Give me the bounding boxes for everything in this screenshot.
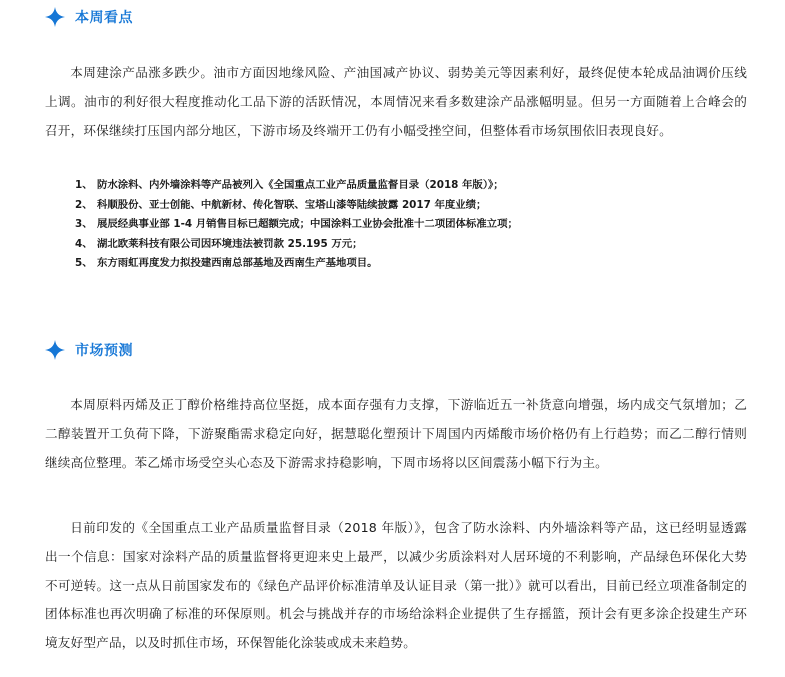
list-item bbox=[75, 215, 518, 235]
list-item bbox=[75, 254, 518, 274]
list-item-text: 科顺股份、亚士创能、中航新材、传化智联、宝塔山漆等陆续披露 2017 年度业绩； bbox=[97, 198, 487, 211]
four-point-star-icon bbox=[45, 340, 65, 360]
list-item bbox=[75, 196, 518, 216]
list-item-text: 展辰经典事业部 1-4 月销售目标已超额完成；中国涂料工业协会批准十二项团体标准立项； bbox=[97, 218, 518, 231]
section-title: 市场预测 bbox=[75, 343, 133, 359]
list-item-number: 1、 bbox=[75, 179, 93, 191]
list-item-number: 5、 bbox=[75, 257, 93, 270]
section-title: 本周看点 bbox=[75, 10, 133, 26]
list-item-number: 4、 bbox=[75, 237, 93, 250]
list-item bbox=[75, 176, 518, 196]
paragraph-weekly-summary: 本周建涂产品涨多跌少。油市方面因地缘风险、产油国减产协议、弱势美元等因素利好，最终促使本轮成品油调价压线上调。油市的利好很大程度推动化工品下游的活跃情况，本周情况来看多数建涂产品涨幅明显。但另一方面随着上合峰会的召开，环保继续打压国内部分地区，下游市场及终端开工仍有小幅受挫空间，但整体看市场氛围依旧表现良好。 bbox=[45, 65, 747, 138]
list-item-number: 3、 bbox=[75, 218, 93, 231]
list-item-text: 东方雨虹再度发力拟投建西南总部基地及西南生产基地项目。 bbox=[97, 257, 378, 270]
paragraph-industry-analysis: 日前印发的《全国重点工业产品质量监督目录（2018 年版）》，包含了防水涂料、内外墙涂料等产品，这已经明显透露出一个信息：国家对涂料产品的质量监督将更迎来史上最严，以减少劣质涂料对人居环境的不利影响，产品绿色环保化大势不可逆转。这一点从日前国家发布的《绿色产品评价标准清单及认证目录（第一批）》就可以看出，目前已经立项准备制定的团体标准也再次明确了标准的环保原则。机会与挑战并存的市场给涂料企业提供了生存摇篮，预计会有更多涂企投建生产环境友好型产品，以及时抓住市场，环保智能化涂装或成未来趋势。 bbox=[45, 520, 747, 651]
section-header-market-forecast bbox=[45, 338, 133, 362]
list-item bbox=[75, 235, 518, 255]
four-point-star-icon bbox=[45, 7, 65, 27]
highlights-list bbox=[75, 176, 518, 274]
section-header-weekly-highlights bbox=[45, 5, 133, 29]
list-item-number: 2、 bbox=[75, 198, 93, 211]
list-item-text: 湖北欧莱科技有限公司因环境违法被罚款 25.195 万元； bbox=[97, 237, 363, 250]
paragraph-market-outlook: 本周原料丙烯及正丁醇价格维持高位坚挺，成本面存强有力支撑，下游临近五一补货意向增强，场内成交气氛增加；乙二醇装置开工负荷下降，下游聚酯需求稳定向好，据慧聪化塑预计下周国内丙烯酸市场价格仍有上行趋势；而乙二醇行情则继续高位整理。苯乙烯市场受空头心态及下游需求持稳影响，下周市场将以区间震荡小幅下行为主。 bbox=[45, 397, 747, 470]
list-item-text: 防水涂料、内外墙涂料等产品被列入《全国重点工业产品质量监督目录（2018 年版）》； bbox=[97, 179, 504, 191]
